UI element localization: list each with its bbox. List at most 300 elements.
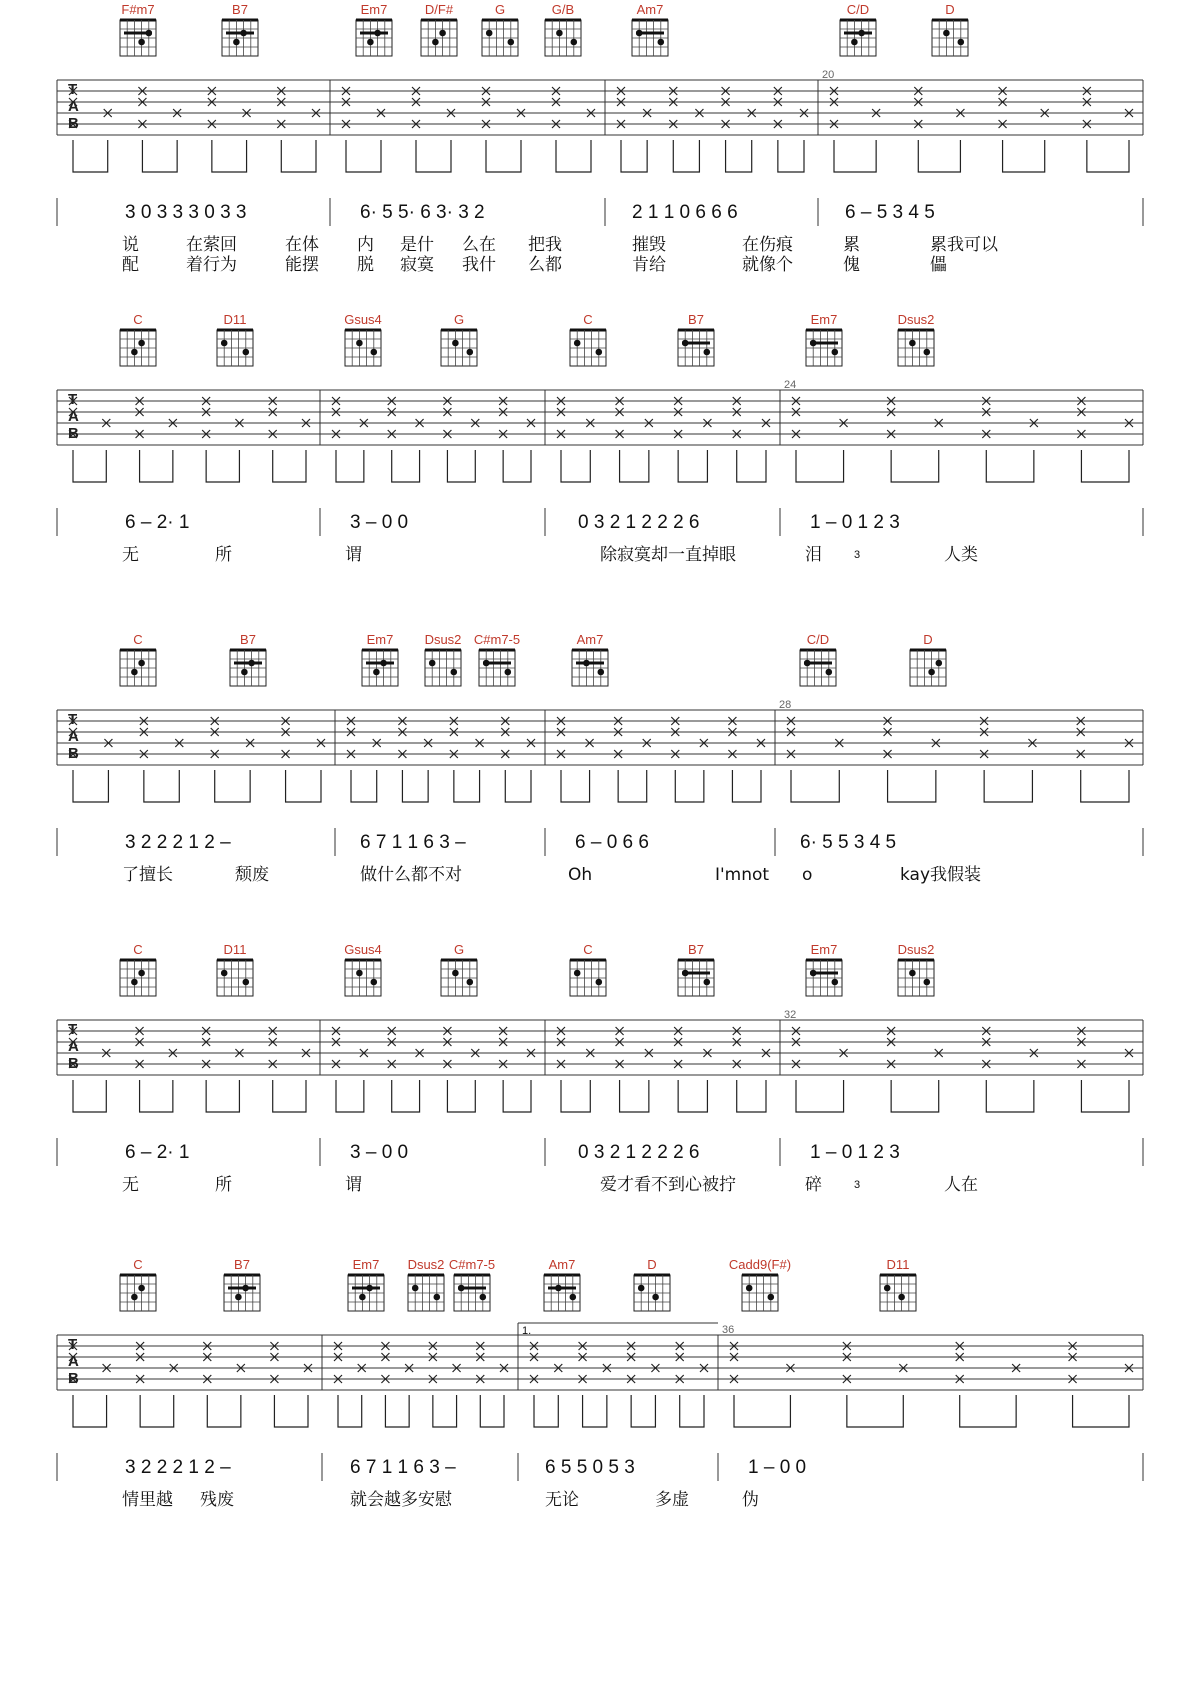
chord-name: B7 xyxy=(232,2,248,17)
chord-name: C/D xyxy=(806,632,830,647)
chord-name: Em7 xyxy=(810,942,838,957)
lyric: 累 xyxy=(843,235,860,255)
chord-diagram xyxy=(441,312,477,366)
beam xyxy=(486,140,521,172)
finger-dot xyxy=(131,1294,138,1301)
beam xyxy=(385,1395,409,1427)
finger-dot xyxy=(233,39,240,46)
beam xyxy=(791,770,839,802)
lyric: 泪 xyxy=(805,545,822,565)
beam xyxy=(505,770,531,802)
tab-letter: A xyxy=(68,1353,79,1370)
finger-dot xyxy=(131,979,138,986)
finger-dot xyxy=(451,669,458,676)
chord-diagram xyxy=(222,2,258,56)
numbered-notation: 3 2 2 2 1 2 – xyxy=(125,1457,231,1478)
beam xyxy=(447,450,475,482)
chord-diagram xyxy=(880,1257,916,1311)
beam xyxy=(675,770,704,802)
beam xyxy=(215,770,250,802)
finger-dot xyxy=(138,970,145,977)
row-3 xyxy=(57,632,1143,885)
finger-dot xyxy=(486,30,493,37)
tab-staff xyxy=(57,379,1143,482)
measure-number: 36 xyxy=(722,1324,735,1336)
beam xyxy=(480,1395,504,1427)
tab-letter: A xyxy=(68,1038,79,1055)
finger-dot xyxy=(658,39,665,46)
beam xyxy=(726,140,752,172)
finger-dot xyxy=(826,669,833,676)
lyric: 无 xyxy=(122,1175,139,1195)
beam xyxy=(732,770,761,802)
beam xyxy=(960,1395,1016,1427)
chord-name: C/D xyxy=(846,2,870,17)
finger-dot xyxy=(367,39,374,46)
lyric: 爱 xyxy=(600,1175,617,1195)
tab-staff xyxy=(57,69,1143,172)
lyric: 配 xyxy=(122,255,139,275)
beam xyxy=(778,140,804,172)
finger-dot xyxy=(138,660,145,667)
row-5 xyxy=(57,1257,1143,1510)
beam xyxy=(273,1080,306,1112)
chord-name: Dsus2 xyxy=(897,942,935,957)
chord-diagram xyxy=(356,2,392,56)
finger-dot xyxy=(434,1294,441,1301)
lyric: 么都 xyxy=(528,255,562,275)
beam xyxy=(392,1080,420,1112)
beam xyxy=(737,450,766,482)
chord-diagram xyxy=(678,942,714,996)
finger-dot xyxy=(596,979,603,986)
lyric: 说 xyxy=(122,235,139,255)
chord-name: C xyxy=(583,312,593,327)
chord-diagram xyxy=(344,312,382,366)
chord-name: C xyxy=(133,1257,143,1272)
row-1 xyxy=(57,2,1143,275)
lyric: 内 xyxy=(357,235,374,255)
finger-dot xyxy=(359,1294,366,1301)
beam xyxy=(561,1080,590,1112)
lyric: 所 xyxy=(215,1175,232,1195)
beam xyxy=(734,1395,790,1427)
finger-dot xyxy=(652,1294,659,1301)
chord-diagram xyxy=(545,2,581,56)
numbered-notation: 6 – 2· 1 xyxy=(125,1142,190,1163)
finger-dot xyxy=(943,30,950,37)
tab-letter: T xyxy=(68,1336,78,1353)
chord-diagram xyxy=(408,1257,445,1311)
chord-diagram xyxy=(678,312,714,366)
chord-name: D/F# xyxy=(424,2,454,17)
chord-name: B7 xyxy=(688,942,704,957)
chord-diagram xyxy=(910,632,946,686)
lyric: 就会越多安慰 xyxy=(350,1490,452,1510)
lyric: 无论 xyxy=(545,1490,579,1510)
lyric: o xyxy=(802,865,813,885)
beam xyxy=(1081,1080,1129,1112)
chord-diagram xyxy=(800,632,836,686)
lyric: 除 xyxy=(600,545,617,565)
chord-diagram xyxy=(421,2,457,56)
lyric: 累我可以 xyxy=(930,235,998,255)
beam xyxy=(144,770,179,802)
chord-name: Am7 xyxy=(636,2,664,17)
chord-diagram xyxy=(217,942,253,996)
beam xyxy=(631,1395,655,1427)
tab-letter: B xyxy=(68,745,79,762)
chord-diagram xyxy=(474,632,520,686)
rows-layer xyxy=(57,2,1143,1510)
beam xyxy=(680,1395,704,1427)
finger-dot xyxy=(571,39,578,46)
beam xyxy=(336,1080,364,1112)
tab-letter: A xyxy=(68,98,79,115)
beam xyxy=(891,450,939,482)
finger-dot xyxy=(371,979,378,986)
beam xyxy=(673,140,699,172)
finger-dot xyxy=(508,39,515,46)
finger-dot xyxy=(596,349,603,356)
finger-dot xyxy=(924,349,931,356)
beam xyxy=(433,1395,457,1427)
finger-dot xyxy=(138,39,145,46)
finger-dot xyxy=(138,340,145,347)
beam xyxy=(336,450,364,482)
chord-diagram xyxy=(806,312,842,366)
finger-dot xyxy=(958,39,965,46)
beam xyxy=(273,450,306,482)
finger-dot xyxy=(241,669,248,676)
lyric: 人类 xyxy=(944,545,978,565)
beam xyxy=(416,140,451,172)
beam xyxy=(206,1080,239,1112)
chord-diagram xyxy=(224,1257,260,1311)
beam xyxy=(1073,1395,1129,1427)
measure-number: 24 xyxy=(784,379,797,391)
beam xyxy=(918,140,960,172)
lyric: 儡 xyxy=(930,255,947,275)
chord-name: F#m7 xyxy=(121,2,155,17)
beam xyxy=(678,450,707,482)
lyric: 我什 xyxy=(462,255,496,275)
beam xyxy=(346,140,381,172)
chord-name: C#m7-5 xyxy=(448,1257,496,1272)
beam xyxy=(618,770,647,802)
chord-diagram xyxy=(898,312,935,366)
lyric: 碎 xyxy=(805,1175,822,1195)
finger-dot xyxy=(556,30,563,37)
chord-name: D xyxy=(945,2,955,17)
beam xyxy=(1087,140,1129,172)
beam xyxy=(986,1080,1034,1112)
chord-name: Am7 xyxy=(576,632,604,647)
lyric: 寂寞 xyxy=(400,255,434,275)
numbered-notation: 6 – 0 6 6 xyxy=(575,832,649,853)
finger-dot xyxy=(851,39,858,46)
chord-diagram xyxy=(344,942,382,996)
finger-dot xyxy=(131,349,138,356)
finger-dot xyxy=(574,970,581,977)
lyric: 所 xyxy=(215,545,232,565)
chord-name: Dsus2 xyxy=(407,1257,445,1272)
lyric: 肯给 xyxy=(632,255,666,275)
tab-letter: T xyxy=(68,81,78,98)
triplet-mark: 3 xyxy=(854,549,861,561)
chord-diagram xyxy=(572,632,608,686)
chord-name: G xyxy=(453,312,465,327)
chord-diagram xyxy=(348,1257,384,1311)
tab-letter: B xyxy=(68,115,79,132)
finger-dot xyxy=(570,1294,577,1301)
chord-name: C xyxy=(583,942,593,957)
chord-name: C#m7-5 xyxy=(473,632,521,647)
beam xyxy=(583,1395,607,1427)
chord-name: Em7 xyxy=(366,632,394,647)
finger-dot xyxy=(884,1285,891,1292)
beam xyxy=(206,450,239,482)
beam xyxy=(888,770,936,802)
lyric: 把我 xyxy=(528,235,562,255)
finger-dot xyxy=(439,30,446,37)
chord-name: B7 xyxy=(234,1257,250,1272)
chord-diagram xyxy=(898,942,935,996)
chord-diagram xyxy=(729,1257,791,1311)
beam xyxy=(212,140,247,172)
chord-name: B7 xyxy=(688,312,704,327)
chord-name: Gsus4 xyxy=(344,942,382,957)
finger-dot xyxy=(832,979,839,986)
finger-dot xyxy=(356,340,363,347)
beam xyxy=(1081,450,1129,482)
beam xyxy=(620,450,649,482)
chord-name: C xyxy=(133,312,143,327)
finger-dot xyxy=(235,1294,242,1301)
beam xyxy=(621,140,647,172)
numbered-notation: 3 2 2 2 1 2 – xyxy=(125,832,231,853)
chord-diagram xyxy=(441,942,477,996)
beam xyxy=(834,140,876,172)
beam xyxy=(140,1080,173,1112)
chord-diagram xyxy=(544,1257,580,1311)
chord-name: Em7 xyxy=(352,1257,380,1272)
chord-diagram xyxy=(840,2,876,56)
lyric: 着行为 xyxy=(186,255,237,275)
chord-name: Gsus4 xyxy=(344,312,382,327)
chord-diagram xyxy=(482,2,518,56)
chord-name: D11 xyxy=(223,942,247,957)
lyric: 在体 xyxy=(285,235,319,255)
tab-letter: B xyxy=(68,1055,79,1072)
measure-number: 28 xyxy=(779,699,792,711)
chord-name: B7 xyxy=(240,632,256,647)
row-2 xyxy=(57,312,1143,565)
numbered-notation: 2 1 1 0 6 6 6 xyxy=(632,202,738,223)
lyric: Oh xyxy=(568,865,593,885)
measure-number: 20 xyxy=(822,69,835,81)
beam xyxy=(1003,140,1045,172)
beam xyxy=(847,1395,903,1427)
beam xyxy=(338,1395,362,1427)
chord-name: G xyxy=(494,2,506,17)
finger-dot xyxy=(928,669,935,676)
beam xyxy=(678,1080,707,1112)
chord-name: D xyxy=(923,632,933,647)
chord-diagram xyxy=(120,312,156,366)
finger-dot xyxy=(768,1294,775,1301)
finger-dot xyxy=(243,349,250,356)
beam xyxy=(207,1395,241,1427)
lyric: 残废 xyxy=(200,1490,234,1510)
lyric: 脱 xyxy=(357,255,374,275)
finger-dot xyxy=(909,970,916,977)
row-4 xyxy=(57,942,1143,1195)
lyric: 是什 xyxy=(400,235,434,255)
chord-diagram xyxy=(634,1257,670,1311)
chord-name: D11 xyxy=(223,312,247,327)
finger-dot xyxy=(373,669,380,676)
tab-letter: A xyxy=(68,408,79,425)
finger-dot xyxy=(243,979,250,986)
finger-dot xyxy=(704,979,711,986)
lyric: 伪 xyxy=(742,1490,759,1510)
beam xyxy=(73,1395,107,1427)
finger-dot xyxy=(832,349,839,356)
chord-diagram xyxy=(632,2,668,56)
finger-dot xyxy=(412,1285,419,1292)
finger-dot xyxy=(371,349,378,356)
lyric: 多虚 xyxy=(655,1490,689,1510)
lyric: 在萦回 xyxy=(186,235,237,255)
beam xyxy=(984,770,1032,802)
lyric: 情里越 xyxy=(122,1490,173,1510)
finger-dot xyxy=(704,349,711,356)
beam xyxy=(274,1395,308,1427)
finger-dot xyxy=(432,39,439,46)
numbered-notation: 6· 5 5· 6 3· 3 2 xyxy=(360,202,485,223)
beam xyxy=(286,770,321,802)
finger-dot xyxy=(574,340,581,347)
beam xyxy=(796,1080,844,1112)
finger-dot xyxy=(131,669,138,676)
chord-diagram xyxy=(120,1257,156,1311)
beam xyxy=(140,450,173,482)
chord-name: Em7 xyxy=(810,312,838,327)
chord-diagram xyxy=(932,2,968,56)
lyric: 做什么都不对 xyxy=(360,865,462,885)
finger-dot xyxy=(480,1294,487,1301)
finger-dot xyxy=(898,1294,905,1301)
beam xyxy=(503,1080,531,1112)
finger-dot xyxy=(429,660,436,667)
lyric: 谓 xyxy=(345,545,362,565)
beam xyxy=(73,1080,106,1112)
beam xyxy=(447,1080,475,1112)
beam xyxy=(402,770,428,802)
lyric: 在伤痕 xyxy=(742,235,793,255)
chord-name: Cadd9(F#) xyxy=(728,1257,792,1272)
numbered-notation: 1 – 0 1 2 3 xyxy=(810,1142,900,1163)
chord-diagram xyxy=(570,312,606,366)
numbered-notation: 6 – 5 3 4 5 xyxy=(845,202,935,223)
finger-dot xyxy=(452,340,459,347)
beam xyxy=(534,1395,558,1427)
tab-letter: B xyxy=(68,425,79,442)
lyric: 了擅长 xyxy=(122,865,173,885)
finger-dot xyxy=(452,970,459,977)
lyric: 能摆 xyxy=(285,255,319,275)
beam xyxy=(73,770,108,802)
chord-name: G xyxy=(453,942,465,957)
tab-letter: T xyxy=(68,391,78,408)
beam xyxy=(1081,770,1129,802)
numbered-notation: 6 7 1 1 6 3 – xyxy=(360,832,466,853)
tab-staff xyxy=(57,699,1143,802)
beam xyxy=(796,450,844,482)
chord-diagram xyxy=(806,942,842,996)
finger-dot xyxy=(138,1285,145,1292)
beam xyxy=(620,1080,649,1112)
finger-dot xyxy=(356,970,363,977)
lyric: 人在 xyxy=(944,1175,978,1195)
beam xyxy=(891,1080,939,1112)
finger-dot xyxy=(924,979,931,986)
volta-label: 1. xyxy=(522,1325,532,1337)
chord-diagram xyxy=(120,632,156,686)
chord-diagram xyxy=(362,632,398,686)
finger-dot xyxy=(936,660,943,667)
finger-dot xyxy=(221,970,228,977)
beam xyxy=(503,450,531,482)
lyric: 就像个 xyxy=(742,255,793,275)
finger-dot xyxy=(746,1285,753,1292)
chord-name: D xyxy=(647,1257,657,1272)
numbered-notation: 1 – 0 1 2 3 xyxy=(810,512,900,533)
chord-diagram xyxy=(425,632,462,686)
lyric: 傀 xyxy=(843,255,860,275)
finger-dot xyxy=(221,340,228,347)
finger-dot xyxy=(598,669,605,676)
lyric: 才看不到心被拧 xyxy=(617,1175,736,1195)
tab-staff xyxy=(57,1323,1143,1427)
numbered-notation: 0 3 2 1 2 2 2 6 xyxy=(578,512,700,533)
tab-letter: A xyxy=(68,728,79,745)
numbered-notation: 6 5 5 0 5 3 xyxy=(545,1457,635,1478)
lyric: 颓废 xyxy=(235,865,269,885)
beam xyxy=(73,450,106,482)
chord-diagram xyxy=(230,632,266,686)
beam xyxy=(351,770,377,802)
beam xyxy=(556,140,591,172)
numbered-notation: 6 – 2· 1 xyxy=(125,512,190,533)
chord-name: G/B xyxy=(551,2,575,17)
finger-dot xyxy=(909,340,916,347)
numbered-notation: 3 0 3 3 3 0 3 3 xyxy=(125,202,247,223)
lyric: kay我假装 xyxy=(900,865,982,885)
finger-dot xyxy=(467,979,474,986)
lyric: 摧毁 xyxy=(632,235,666,255)
lyric: 寂寞却一直掉眼 xyxy=(617,545,736,565)
tab-letter: B xyxy=(68,1370,79,1387)
lyric: 谓 xyxy=(345,1175,362,1195)
beam xyxy=(140,1395,174,1427)
numbered-notation: 0 3 2 1 2 2 2 6 xyxy=(578,1142,700,1163)
chord-name: D11 xyxy=(886,1257,910,1272)
lyric: 么在 xyxy=(462,235,496,255)
finger-dot xyxy=(638,1285,645,1292)
beam xyxy=(73,140,108,172)
